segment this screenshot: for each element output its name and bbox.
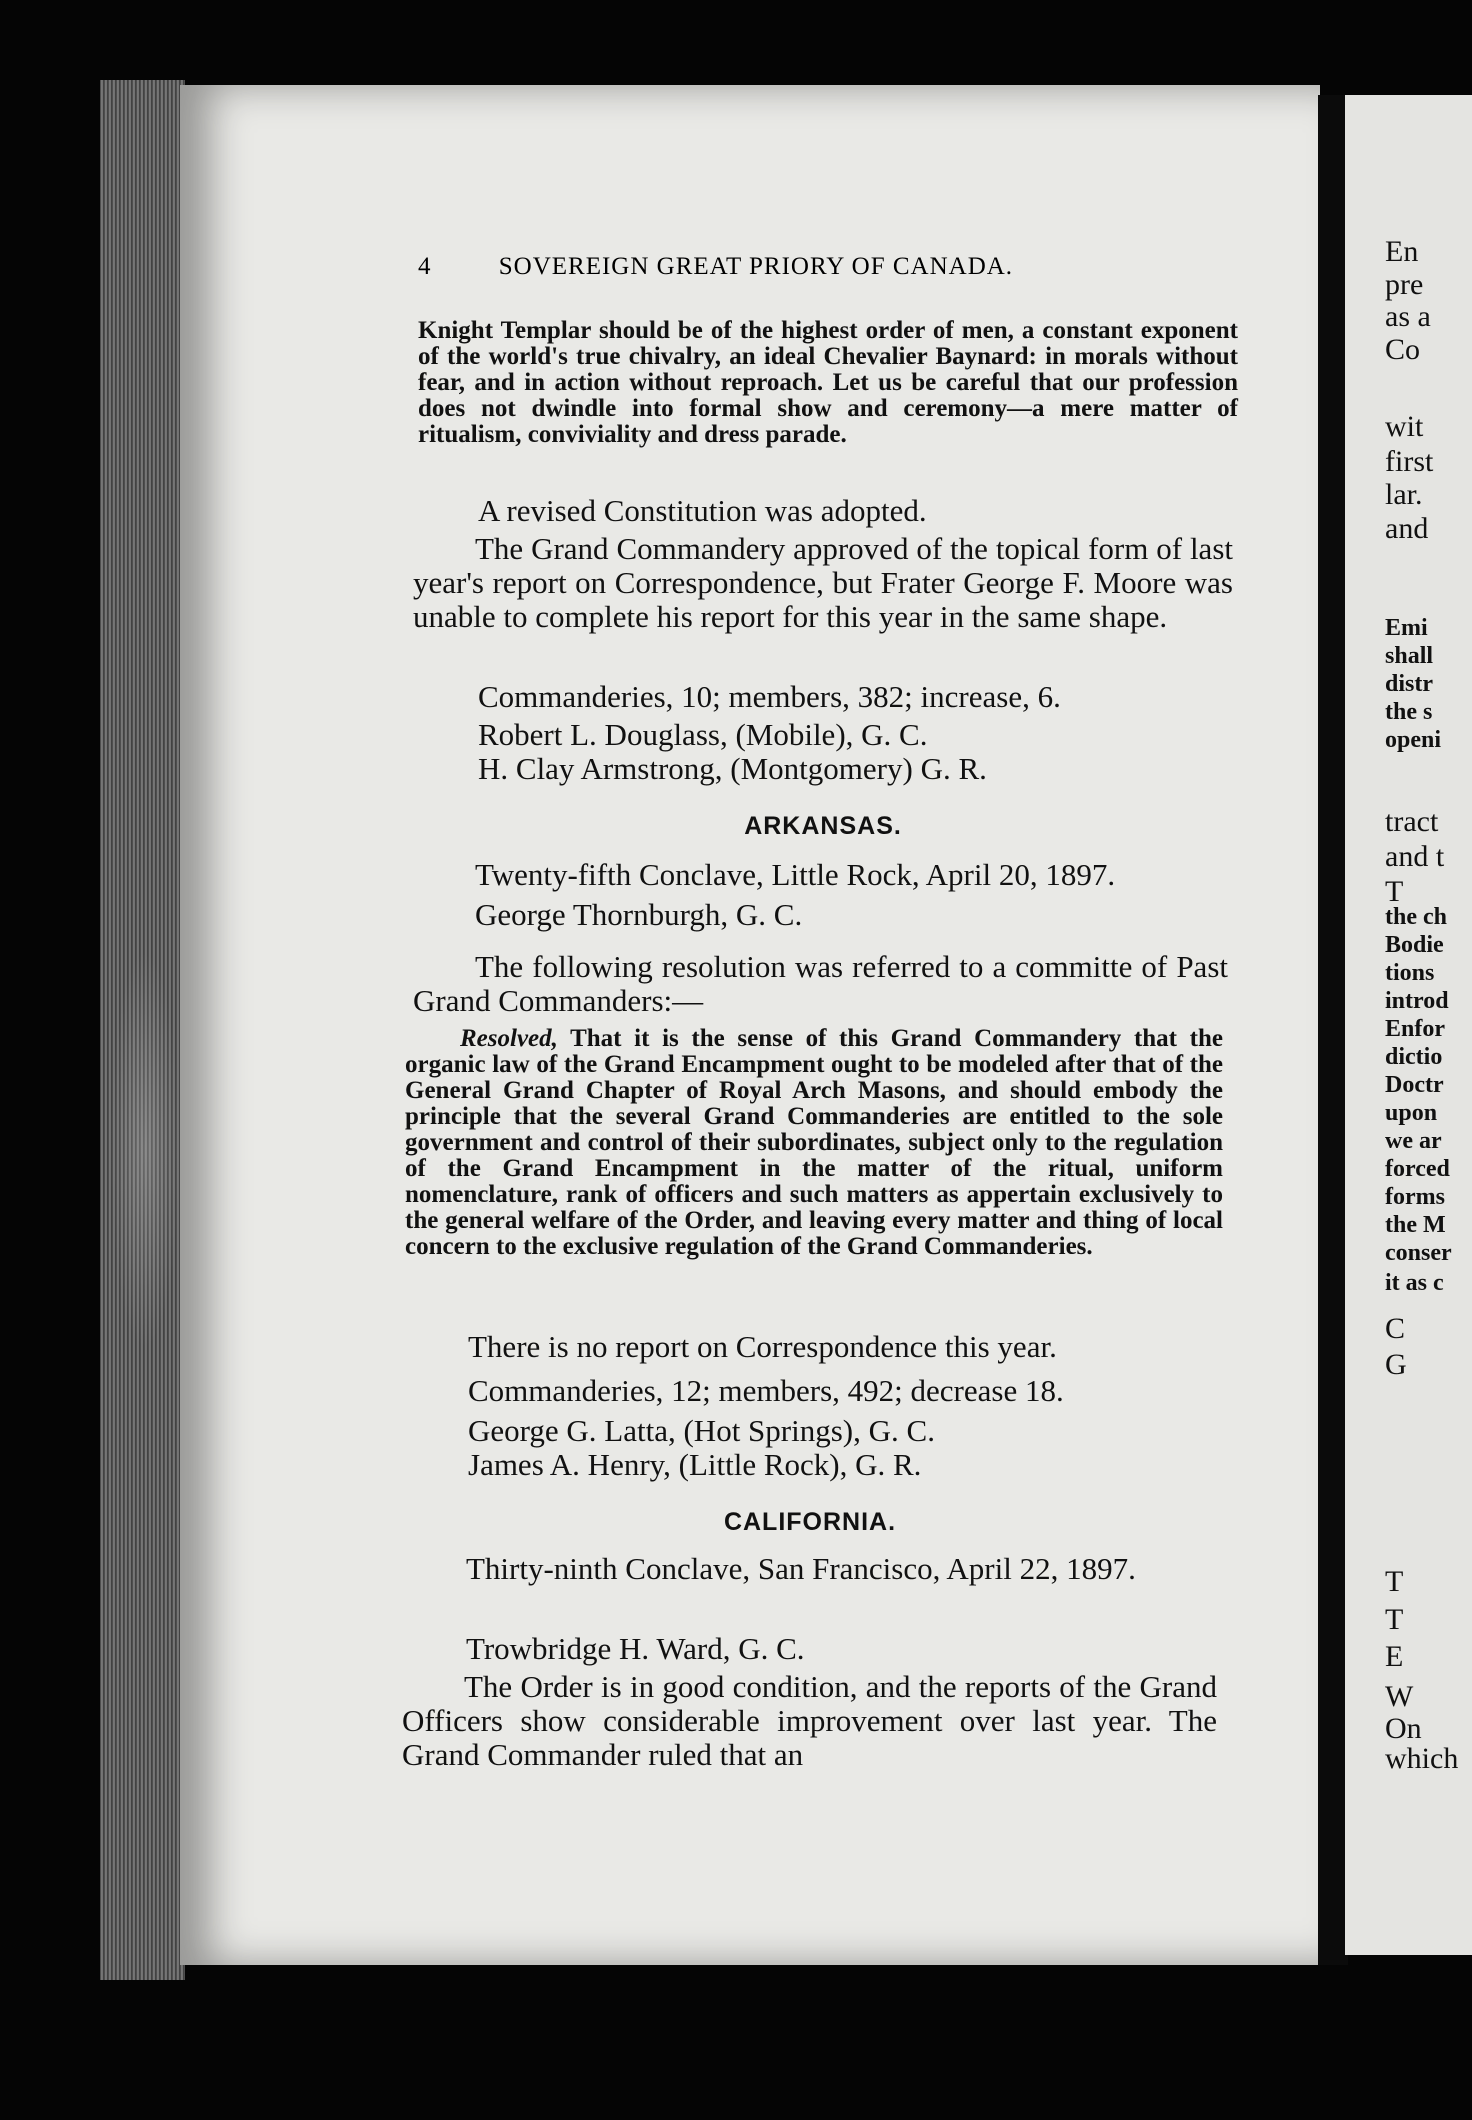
book-gutter	[1318, 95, 1348, 1965]
arkansas-no-report: There is no report on Correspondence this year.	[468, 1329, 1057, 1364]
arkansas-grand-commander-1: George Thornburgh, G. C.	[475, 897, 803, 932]
facing-page-fragment: introd	[1385, 988, 1449, 1014]
arkansas-heading: ARKANSAS.	[744, 812, 902, 840]
facing-page-fragment: the M	[1385, 1212, 1446, 1238]
facing-page-fragment: conser	[1385, 1240, 1452, 1266]
facing-page-fragment: E	[1385, 1640, 1404, 1673]
facing-page-fragment: the ch	[1385, 904, 1447, 930]
correspondence-paragraph: The Grand Commandery approved of the topical form of last year's report on Correspondence, but Frater George F. Moore was unable to complete his report for this year in the same shape.	[413, 531, 1233, 634]
facing-page-fragment: shall	[1385, 643, 1434, 669]
intro-paragraph: Knight Templar should be of the highest order of men, a constant exponent of the world's true chivalry, an ideal Chevalier Baynard: in morals without fear, and in action without reproach. Let us be careful that our profession does not dwindle into formal show and ceremony—a mere matter of ritualism, conviviality and dress parade.	[418, 317, 1238, 448]
facing-page-fragment: upon	[1385, 1100, 1438, 1126]
california-conclave: Thirty-ninth Conclave, San Francisco, April 22, 1897.	[466, 1551, 1136, 1586]
facing-page-fragment: forms	[1385, 1184, 1445, 1210]
alabama-grand-recorder: H. Clay Armstrong, (Montgomery) G. R.	[478, 751, 987, 786]
alabama-grand-commander: Robert L. Douglass, (Mobile), G. C.	[478, 717, 928, 752]
facing-page-fragment: we ar	[1385, 1128, 1442, 1154]
facing-page-fragment: and t	[1385, 840, 1445, 873]
facing-page-fragment: T	[1385, 875, 1404, 908]
facing-page-fragment: G	[1385, 1348, 1407, 1381]
facing-page-fragment: Doctr	[1385, 1072, 1444, 1098]
facing-page-fragment: Co	[1385, 333, 1421, 366]
arkansas-stats: Commanderies, 12; members, 492; decrease 18.	[468, 1373, 1064, 1408]
resolution-text: That it is the sense of this Grand Commandery that the organic law of the Grand Encampment ought to be modeled after that of the General Grand Chapter of Royal Arch Masons, and should embody the principle that the several Grand Commanderies are entitled to the sole government and control of their subordinates, subject only to the regulation of the Grand Encampment in the matter of the ritual, uniform nomenclature, rank of officers and such matters as appertain exclusively to the general welfare of the Order, and leaving every matter and thing of local concern to the exclusive regulation of the Grand Commanderies.	[405, 1025, 1223, 1260]
facing-page-fragment: Bodie	[1385, 932, 1444, 958]
facing-page-fragment: wit	[1385, 410, 1424, 443]
facing-page-fragment: lar.	[1385, 478, 1423, 511]
facing-page-fragment: first	[1385, 445, 1434, 478]
facing-page-fragment: forced	[1385, 1156, 1450, 1182]
facing-page-fragment: tract	[1385, 805, 1439, 838]
facing-page-fragment: and	[1385, 512, 1429, 545]
california-heading: CALIFORNIA.	[723, 1508, 897, 1536]
facing-page-fragment: as a	[1385, 300, 1431, 333]
facing-page-fragment: which	[1385, 1742, 1459, 1775]
facing-page-fragment: T	[1385, 1603, 1404, 1636]
constitution-line: A revised Constitution was adopted.	[478, 493, 927, 528]
facing-page-fragment: T	[1385, 1565, 1404, 1598]
facing-page-fragment: the s	[1385, 699, 1433, 725]
page-number: 4	[418, 253, 432, 280]
facing-page-fragment: tions	[1385, 960, 1435, 986]
facing-page-fragment: C	[1385, 1312, 1406, 1345]
facing-page-fragment: distr	[1385, 671, 1433, 697]
resolved-label: Resolved,	[460, 1025, 558, 1052]
facing-page-fragment: W	[1385, 1680, 1414, 1713]
california-paragraph: The Order is in good condition, and the reports of the Grand Officers show considerable improvement over last year. The Grand Commander ruled that an	[402, 1669, 1217, 1772]
facing-page-fragment: Enfor	[1385, 1016, 1445, 1042]
facing-page-fragment: openi	[1385, 727, 1442, 753]
facing-page-fragment: it as c	[1385, 1270, 1444, 1296]
facing-page-fragment: pre	[1385, 268, 1424, 301]
california-grand-commander: Trowbridge H. Ward, G. C.	[466, 1631, 805, 1666]
page-smudge	[110, 950, 180, 1350]
arkansas-grand-recorder: James A. Henry, (Little Rock), G. R.	[468, 1447, 922, 1482]
alabama-stats: Commanderies, 10; members, 382; increase, 6.	[478, 679, 1061, 714]
facing-page-fragment: On	[1385, 1712, 1422, 1745]
arkansas-conclave: Twenty-fifth Conclave, Little Rock, April 20, 1897.	[475, 857, 1116, 892]
facing-page-fragment: En	[1385, 235, 1419, 268]
arkansas-grand-commander: George G. Latta, (Hot Springs), G. C.	[468, 1413, 935, 1448]
facing-page	[1345, 95, 1472, 1955]
referral-paragraph: The following resolution was referred to a committe of Past Grand Commanders:—	[413, 949, 1228, 1018]
resolution-paragraph	[405, 1026, 1223, 1260]
facing-page-fragment: Emi	[1385, 615, 1428, 641]
running-head-title: SOVEREIGN GREAT PRIORY OF CANADA.	[498, 253, 1014, 280]
facing-page-fragment: dictio	[1385, 1044, 1443, 1070]
running-head	[418, 253, 1258, 281]
